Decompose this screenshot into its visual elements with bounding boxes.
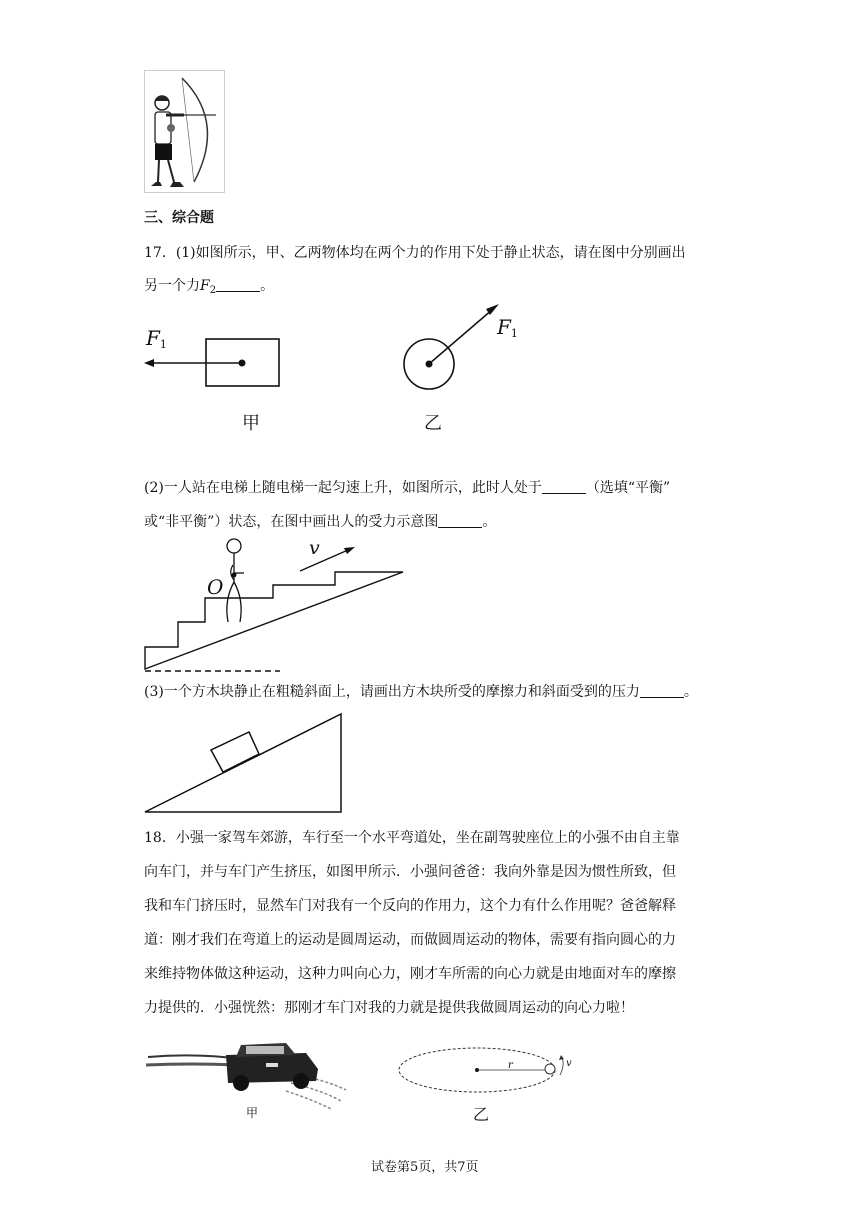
point-o-label: O bbox=[207, 575, 224, 599]
archer-image bbox=[144, 70, 226, 194]
q17-part1-line1: 17．(1)如图所示，甲、乙两物体均在两个力的作用下处于静止状态，请在图中分别画出 bbox=[144, 245, 686, 261]
escalator-figure bbox=[140, 535, 410, 675]
force-symbol: F bbox=[200, 278, 210, 294]
answer-blank bbox=[216, 277, 260, 292]
incline-figure bbox=[140, 710, 350, 820]
page-footer: 试卷第5页，共7页 bbox=[371, 1160, 479, 1175]
circle-velocity-label: v bbox=[566, 1058, 572, 1069]
q17-part3: (3)一个方木块静止在粗糙斜面上，请画出方木块所受的摩擦力和斜面受到的压力 。 bbox=[144, 684, 698, 700]
q18-line-1: 18．小强一家驾车郊游，车行至一个水平弯道处，坐在副驾驶座位上的小强不由自主靠 bbox=[144, 830, 680, 846]
caption-jia: 甲 bbox=[242, 413, 260, 434]
answer-blank bbox=[542, 479, 586, 494]
q17-part1-line2: 另一个力$F_2$ 。 bbox=[144, 278, 275, 296]
caption-car-jia: 甲 bbox=[246, 1106, 259, 1120]
q18-line-3: 我和车门挤压时，显然车门对我有一个反向的作用力，这个力有什么作用呢？爸爸解释 bbox=[144, 898, 676, 914]
velocity-label: v bbox=[309, 537, 320, 559]
force-label-f1-jia: F1 bbox=[146, 326, 167, 351]
radius-label: r bbox=[508, 1060, 513, 1071]
q18-line-5: 来维持物体做这种运动，这种力叫向心力，刚才车所需的向心力就是由地面对车的摩擦 bbox=[144, 966, 676, 982]
section-title: 三、综合题 bbox=[144, 210, 214, 226]
answer-blank bbox=[640, 683, 684, 698]
figure-yi-circle bbox=[395, 295, 515, 395]
q18-line-4: 道：刚才我们在弯道上的运动是圆周运动，而做圆周运动的物体，需要有指向圆心的力 bbox=[144, 932, 676, 948]
car-image bbox=[146, 1035, 356, 1115]
q17-part2-line2: 或“非平衡”）状态，在图中画出人的受力示意图 。 bbox=[144, 514, 497, 530]
circular-motion-figure bbox=[395, 1045, 575, 1100]
q18-line-6: 力提供的．小强恍然：那刚才车门对我的力就是提供我做圆周运动的向心力啦！ bbox=[144, 1000, 634, 1016]
q17-part2-line1: (2)一人站在电梯上随电梯一起匀速上升，如图所示，此时人处于 （选填“平衡” bbox=[144, 480, 671, 496]
caption-circle-yi: 乙 bbox=[473, 1105, 490, 1124]
answer-blank bbox=[438, 513, 482, 528]
caption-yi: 乙 bbox=[424, 413, 442, 434]
force-label-f1-yi: F1 bbox=[497, 315, 518, 340]
q18-line-2: 向车门，并与车门产生挤压，如图甲所示．小强问爸爸：我向外靠是因为惯性所致，但 bbox=[144, 864, 676, 880]
